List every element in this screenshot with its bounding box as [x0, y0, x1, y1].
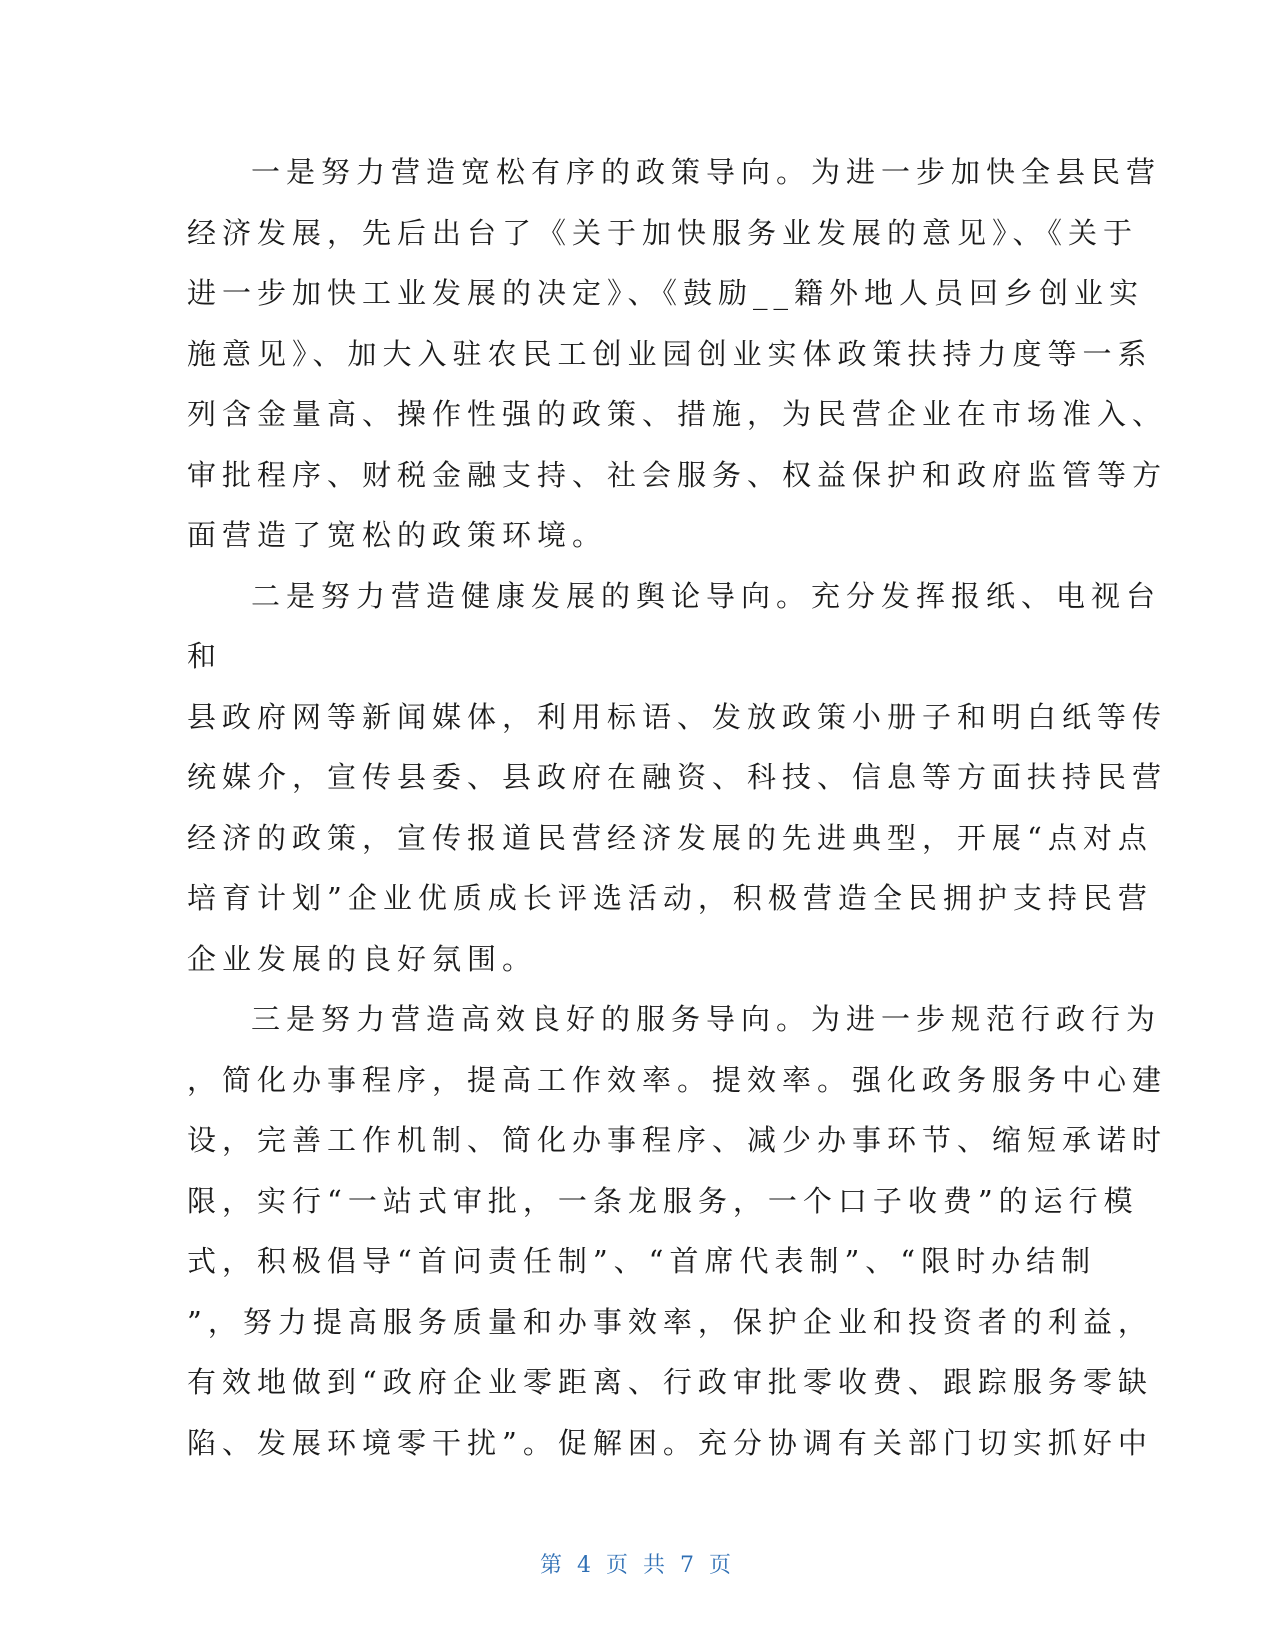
document-body [187, 142, 1168, 1473]
text-line: ”，努力提高服务质量和办事效率，保护企业和投资者的利益， [187, 1304, 1153, 1339]
text-line: ，简化办事程序，提高工作效率。提效率。强化政务服务中心建 [187, 1062, 1168, 1097]
paragraph-1 [187, 142, 1168, 566]
paragraph-2 [187, 566, 1168, 990]
page-number-footer: 第 4 页 共 7 页 [540, 1553, 735, 1578]
text-line: 有效地做到“政府企业零距离、行政审批零收费、跟踪服务零缺 [187, 1365, 1153, 1399]
text-line: 和 [187, 639, 223, 673]
text-line: 设，完善工作机制、简化办事程序、减少办事环节、缩短承诺时 [187, 1123, 1168, 1157]
text-line: 三是努力营造高效良好的服务导向。为进一步规范行政行为 [251, 1002, 1162, 1036]
text-line: 陷、发展环境零干扰”。促解困。充分协调有关部门切实抓好中 [187, 1425, 1153, 1460]
text-line: 列含金量高、操作性强的政策、措施，为民营企业在市场准入、 [187, 397, 1168, 431]
text-line: 式，积极倡导“首问责任制”、“首席代表制”、“限时办结制 [187, 1244, 1097, 1278]
text-line: 二是努力营造健康发展的舆论导向。充分发挥报纸、电视台 [251, 578, 1162, 613]
paragraph-3 [187, 989, 1168, 1473]
text-line: 进一步加快工业发展的决定》、《鼓励__籍外地人员回乡创业实 [187, 276, 1145, 310]
text-line: 县政府网等新闻媒体，利用标语、发放政策小册子和明白纸等传 [187, 699, 1168, 734]
text-line: 经济发展，先后出台了《关于加快服务业发展的意见》、《关于 [187, 215, 1139, 250]
text-line: 统媒介，宣传县委、县政府在融资、科技、信息等方面扶持民营 [187, 760, 1168, 794]
text-line: 施意见》、加大入驻农民工创业园创业实体政策扶持力度等一系 [187, 336, 1153, 371]
text-line: 经济的政策，宣传报道民营经济发展的先进典型，开展“点对点 [187, 820, 1153, 855]
text-line: 审批程序、财税金融支持、社会服务、权益保护和政府监管等方 [187, 457, 1168, 492]
text-line: 面营造了宽松的政策环境。 [187, 518, 608, 552]
text-line: 培育计划”企业优质成长评选活动，积极营造全民拥护支持民营 [187, 881, 1153, 915]
text-line: 一是努力营造宽松有序的政策导向。为进一步加快全县民营 [251, 155, 1162, 189]
text-line: 企业发展的良好氛围。 [187, 941, 538, 976]
text-line: 限，实行“一站式审批，一条龙服务，一个口子收费”的运行模 [187, 1183, 1139, 1218]
